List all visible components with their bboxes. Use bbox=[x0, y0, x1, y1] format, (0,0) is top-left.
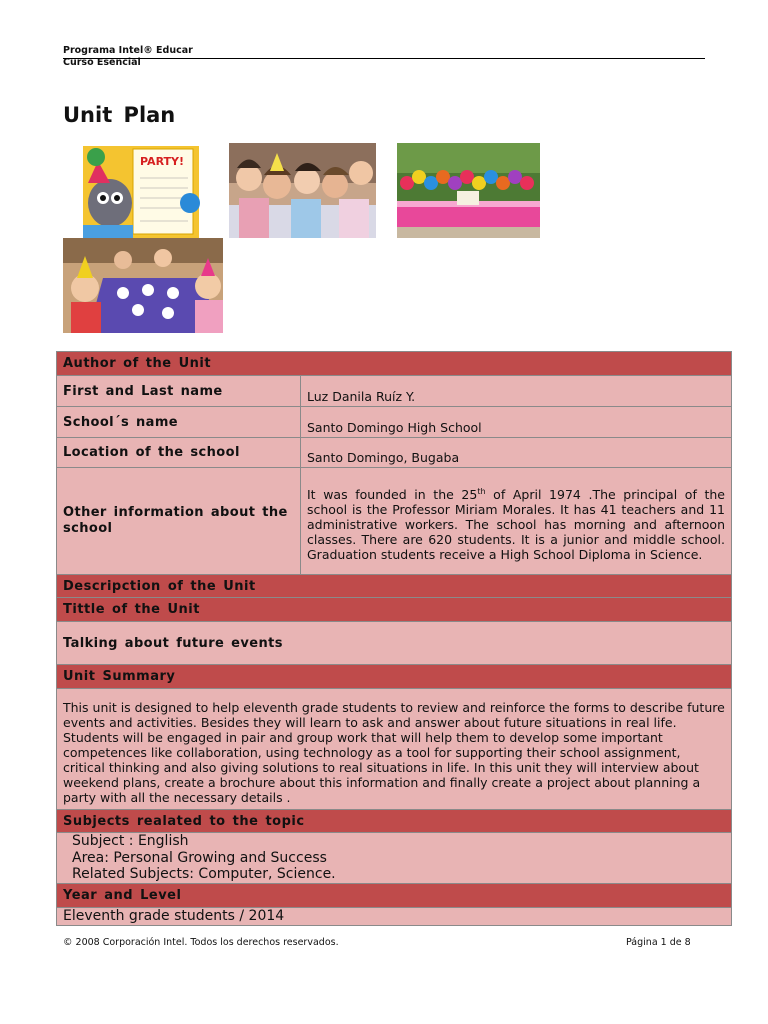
related-subjects-line: Related Subjects: Computer, Science. bbox=[72, 866, 336, 883]
area-line: Area: Personal Growing and Success bbox=[72, 849, 327, 866]
other-info-text: It was founded in the 25 bbox=[307, 487, 478, 503]
party-invitation-image bbox=[78, 143, 200, 238]
header-rule bbox=[63, 58, 705, 59]
year-value: Eleventh grade students / 2014 bbox=[57, 908, 732, 926]
footer-copyright: © 2008 Corporación Intel. Todos los derechos reservados. bbox=[63, 937, 339, 948]
school-value: Santo Domingo High School bbox=[301, 407, 732, 438]
name-label: First and Last name bbox=[57, 376, 301, 407]
location-value: Santo Domingo, Bugaba bbox=[301, 438, 732, 468]
header-program: Programa Intel® Educar bbox=[63, 45, 193, 56]
school-label: School´s name bbox=[57, 407, 301, 438]
children-table-photo bbox=[63, 238, 223, 333]
subjects-header: Subjects realated to the topic bbox=[57, 810, 732, 833]
name-value: Luz Danila Ruíz Y. bbox=[301, 376, 732, 407]
other-info-superscript: th bbox=[477, 486, 486, 496]
other-info-label: Other information about the school bbox=[57, 468, 301, 575]
other-info-text-rest: of April 1974 .The principal of the school is the Professor Miriam Morales. It has 41 teachers and 11 administrative workers. The school has morning and afternoon classes. There are 620 students. It is a junior and middle school. Graduation students receive a High School Diploma in Science. bbox=[307, 487, 725, 563]
header-course: Curso Esencial bbox=[63, 57, 141, 68]
other-info-value bbox=[301, 468, 732, 575]
subject-line: Subject : English bbox=[72, 833, 189, 850]
author-header: Author of the Unit bbox=[57, 352, 732, 376]
location-label: Location of the school bbox=[57, 438, 301, 468]
summary-header: Unit Summary bbox=[57, 665, 732, 689]
document-header bbox=[63, 45, 705, 69]
children-party-photo bbox=[229, 143, 376, 238]
unit-summary: This unit is designed to help eleventh grade students to review and reinforce the forms to describe future events and activities. Besides they will learn to ask and answer about future situations in real life. Students will be engaged in pair and group work that will help them to develop some important competences like collaboration, using technology as a tool for supporting their school assignment, critical thinking and also giving solutions to real situations in life. In this unit they will interview about weekend plans, create a brochure about this information and finally create a project about planning a party with all the necessary details . bbox=[57, 689, 732, 810]
svg-text:PARTY!: PARTY! bbox=[140, 155, 185, 168]
unit-plan-table bbox=[56, 351, 732, 926]
footer-page-number: Página 1 de 8 bbox=[626, 937, 691, 948]
page-title: Unit Plan bbox=[63, 103, 176, 127]
party-decoration-photo bbox=[397, 143, 540, 238]
description-header: Descripction of the Unit bbox=[57, 575, 732, 598]
subjects-list bbox=[57, 833, 732, 884]
unit-title: Talking about future events bbox=[57, 622, 732, 665]
title-header: Tittle of the Unit bbox=[57, 598, 732, 622]
year-header: Year and Level bbox=[57, 884, 732, 908]
